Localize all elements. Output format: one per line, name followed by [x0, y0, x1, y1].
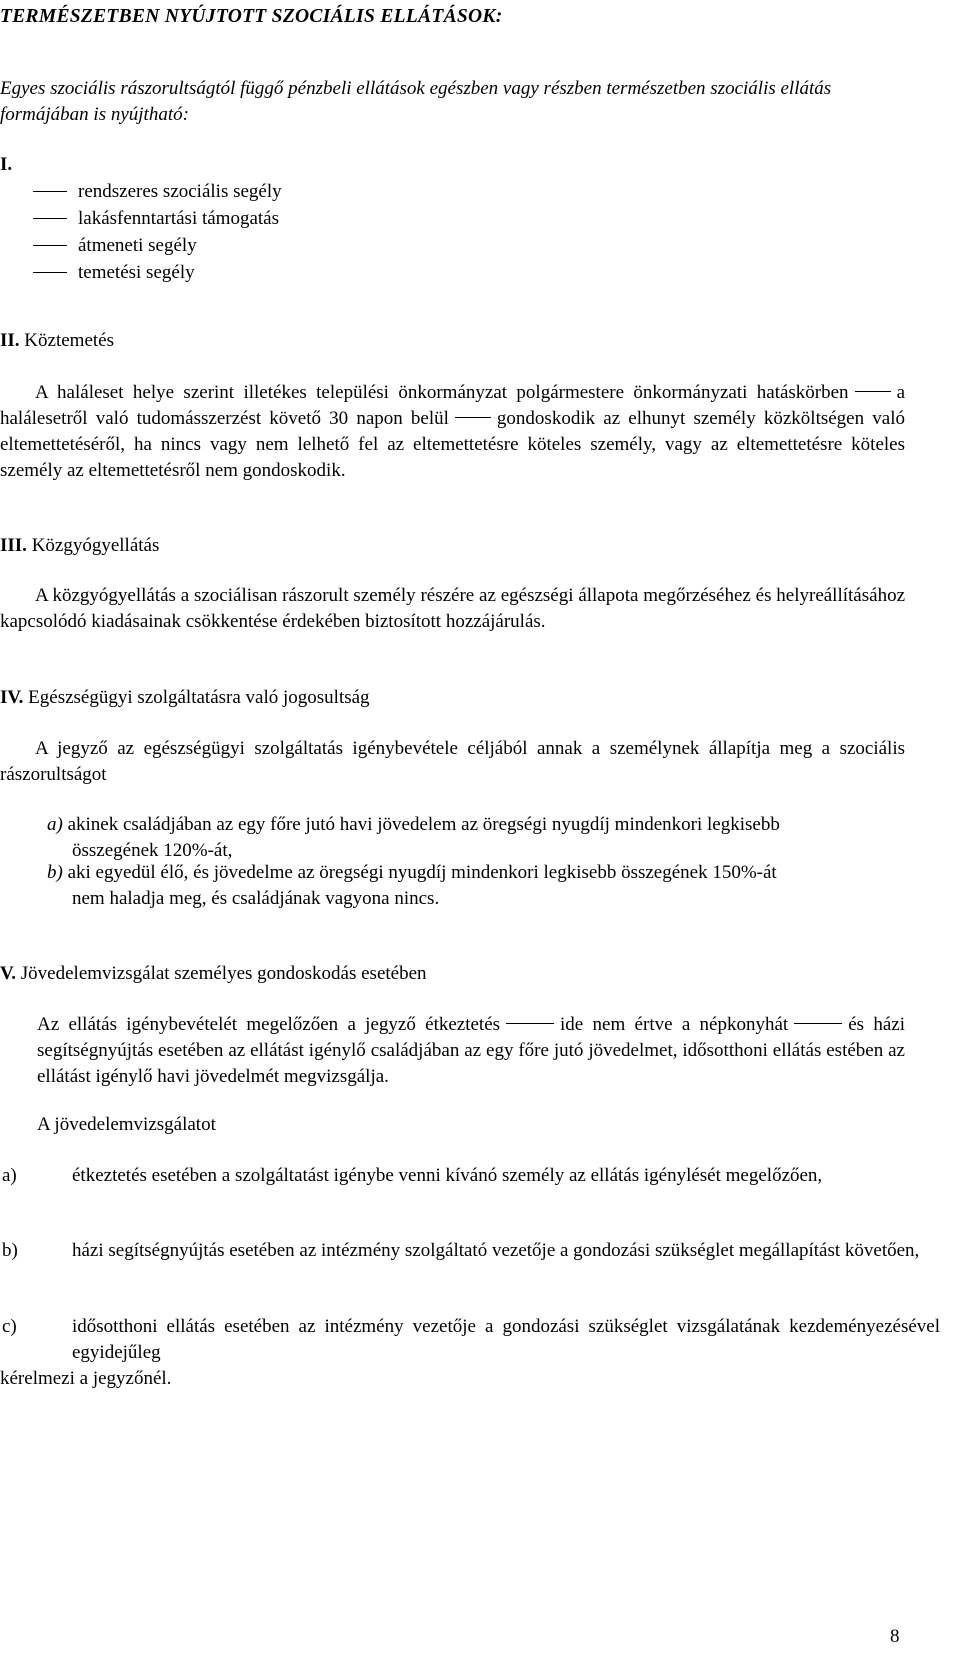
document-title: TERMÉSZETBEN NYÚJTOTT SZOCIÁLIS ELLÁTÁSOK: [0, 6, 503, 27]
closing-line: kérelmezi a jegyzőnél. [0, 1368, 172, 1389]
section-5-heading: V. Jövedelemvizsgálat személyes gondoskodás esetében [0, 963, 427, 984]
section-3-paragraph: A közgyógyellátás a szociálisan rászorult személy részére az egészségi állapota megőrzéséhez és helyreállításához kapcsolódó kiadásainak csökkentése érdekében biztosított hozzájárulás. [0, 585, 905, 632]
page-number: 8 [890, 1626, 900, 1647]
dash-bullet [33, 245, 67, 246]
inline-dash [855, 391, 891, 392]
section-4-paragraph: A jegyző az egészségügyi szolgáltatás igénybevétele céljából annak a személynek állapítja meg a szociális rászorultságot [0, 738, 905, 785]
section-2-paragraph: A haláleset helye szerint illetékes települési önkormányzat polgármestere önkormányzati hatáskörben a halálesetről való tudomásszerzést követő 30 napon belül gondoskodik az elhunyt személy közköltségen való eltemettetéséről, ha nincs vagy nem lelhető fel az eltemettetésre köteles személy, vagy az eltemettetésre köteles személy az eltemettetésről nem gondoskodik. [0, 382, 905, 481]
section-3-heading: III. Közgyógyellátás [0, 535, 160, 556]
dash-bullet [33, 218, 67, 219]
list-item: lakásfenntartási támogatás [33, 205, 282, 232]
section-5-item-b: b) házi segítségnyújtás esetében az intézmény szolgáltató vezetője a gondozási szükséglet megállapítást követően, [2, 1240, 920, 1261]
section-4-item-b: b) aki egyedül élő, és jövedelme az öregségi nyugdíj mindenkori legkisebb összegének 150%-át nem haladja meg, és családjának vagyona nincs. [47, 862, 777, 909]
list-item: rendszeres szociális segély [33, 178, 282, 205]
inline-dash [506, 1023, 554, 1024]
inline-dash [455, 417, 491, 418]
list-item: átmeneti segély [33, 232, 282, 259]
dash-bullet [33, 272, 67, 273]
section-5-subheading: A jövedelemvizsgálatot [37, 1114, 216, 1135]
section-5-item-c: c) idősotthoni ellátás esetében az intézmény vezetője a gondozási szükséglet vizsgálatának kezdeményezésével egyidejűleg [2, 1316, 940, 1363]
section-1-list [33, 178, 282, 286]
section-2-heading: II. Köztemetés [0, 330, 114, 351]
section-4-heading: IV. Egészségügyi szolgáltatásra való jogosultság [0, 687, 370, 708]
list-item: temetési segély [33, 259, 282, 286]
section-1-number: I. [0, 154, 13, 175]
inline-dash [794, 1023, 842, 1024]
section-5-item-a: a) étkeztetés esetében a szolgáltatást igénybe venni kívánó személy az ellátás igénylését megelőzően, [2, 1165, 823, 1186]
dash-bullet [33, 191, 67, 192]
section-4-item-a: a) akinek családjában az egy főre jutó havi jövedelem az öregségi nyugdíj mindenkori legkisebb összegének 120%-át, [47, 814, 780, 861]
intro-paragraph: Egyes szociális rászorultságtól függő pénzbeli ellátások egészben vagy részben természetben szociális ellátás formájában is nyújtható: [0, 78, 832, 125]
section-5-paragraph: Az ellátás igénybevételét megelőzően a jegyző étkeztetés ide nem értve a népkonyhát és házi segítségnyújtás esetében az ellátást igénylő családjában az egy főre jutó jövedelmet, idősotthoni ellátás estében az ellátást igénylő havi jövedelmét megvizsgálja. [37, 1014, 905, 1087]
